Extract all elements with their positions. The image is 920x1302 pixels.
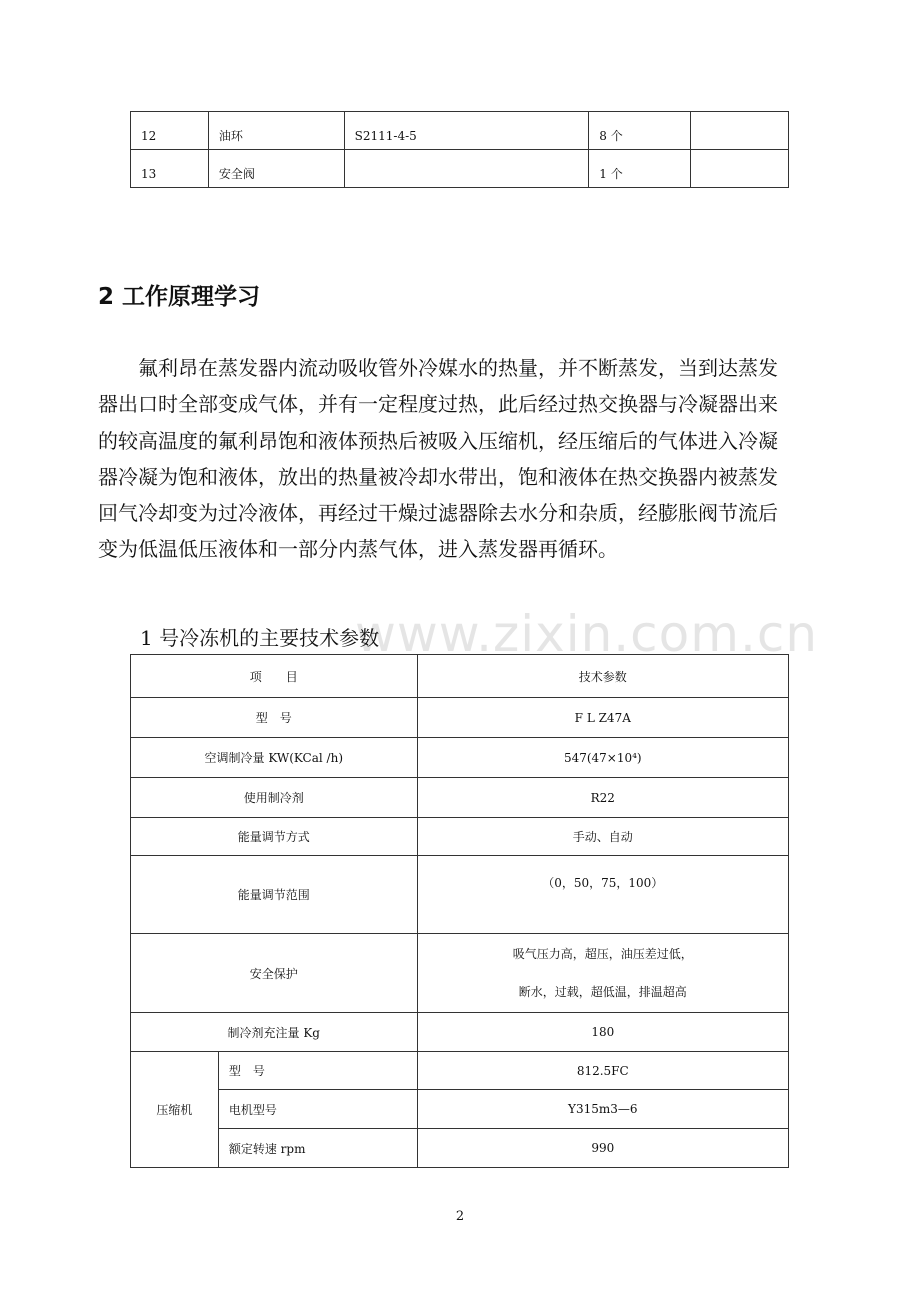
param-label: 空调制冷量 KW(KCal /h)	[131, 738, 418, 778]
param-value: 180	[417, 1013, 788, 1052]
param-value-text: （0，50，75，100）	[542, 876, 664, 890]
param-label: 使用制冷剂	[131, 778, 418, 818]
header-item: 项 目	[131, 655, 418, 698]
part-no: 13	[131, 150, 209, 188]
param-value: Y315m3—6	[417, 1090, 788, 1129]
param-value-line: 断水，过载，超低温，排温超高	[518, 985, 687, 999]
table-row	[131, 112, 789, 150]
param-label: 能量调节方式	[131, 818, 418, 856]
table-row	[131, 1052, 789, 1090]
section-heading: 2 工作原理学习	[98, 284, 261, 310]
part-qty: 8 个	[589, 112, 691, 150]
param-label: 能量调节范围	[131, 856, 418, 934]
part-qty: 1 个	[589, 150, 691, 188]
watermark: www.zixin.com.cn	[355, 605, 819, 663]
parts-table	[130, 111, 789, 188]
param-value-line: 吸气压力高，超压，油压差过低，	[512, 947, 693, 961]
table-row	[131, 150, 789, 188]
part-spec: S2111-4-5	[344, 112, 589, 150]
table-row	[131, 738, 789, 778]
param-label: 安全保护	[131, 934, 418, 1013]
table-caption: 1 号冷冻机的主要技术参数	[140, 626, 380, 650]
param-value	[417, 856, 788, 934]
table-row	[131, 818, 789, 856]
param-value: 812.5FC	[417, 1052, 788, 1090]
part-note	[691, 112, 789, 150]
table-row	[131, 1129, 789, 1168]
param-label: 额定转速 rpm	[218, 1129, 417, 1168]
param-value: 990	[417, 1129, 788, 1168]
param-label: 电机型号	[218, 1090, 417, 1129]
table-row	[131, 1013, 789, 1052]
part-name: 安全阀	[208, 150, 344, 188]
param-value: R22	[417, 778, 788, 818]
body-paragraph: 氟利昂在蒸发器内流动吸收管外冷媒水的热量，并不断蒸发，当到达蒸发器出口时全部变成气体，并有一定程度过热，此后经过热交换器与冷凝器出来的较高温度的氟利昂饱和液体预热后被吸入压缩机，经压缩后的气体进入冷凝器冷凝为饱和液体，放出的热量被冷却水带出，饱和液体在热交换器内被蒸发回气冷却变为过冷液体，再经过干燥过滤器除去水分和杂质，经膨胀阀节流后变为低温低压液体和一部分内蒸气体，进入蒸发器再循环。	[98, 356, 778, 562]
param-label: 制冷剂充注量 Kg	[131, 1013, 418, 1052]
part-name: 油环	[208, 112, 344, 150]
table-row	[131, 778, 789, 818]
part-note	[691, 150, 789, 188]
param-label: 型 号	[218, 1052, 417, 1090]
param-value: 547(47×10⁴)	[417, 738, 788, 778]
param-label: 型 号	[131, 698, 418, 738]
params-table	[130, 654, 789, 1168]
page-number: 2	[455, 1209, 465, 1224]
table-header-row	[131, 655, 789, 698]
table-row	[131, 856, 789, 934]
param-value	[417, 934, 788, 1013]
param-value: F L Z47A	[417, 698, 788, 738]
table-row	[131, 1090, 789, 1129]
param-value: 手动、自动	[417, 818, 788, 856]
compressor-label: 压缩机	[131, 1052, 219, 1168]
table-row	[131, 698, 789, 738]
table-row	[131, 934, 789, 1013]
part-no: 12	[131, 112, 209, 150]
header-value: 技术参数	[417, 655, 788, 698]
part-spec	[344, 150, 589, 188]
